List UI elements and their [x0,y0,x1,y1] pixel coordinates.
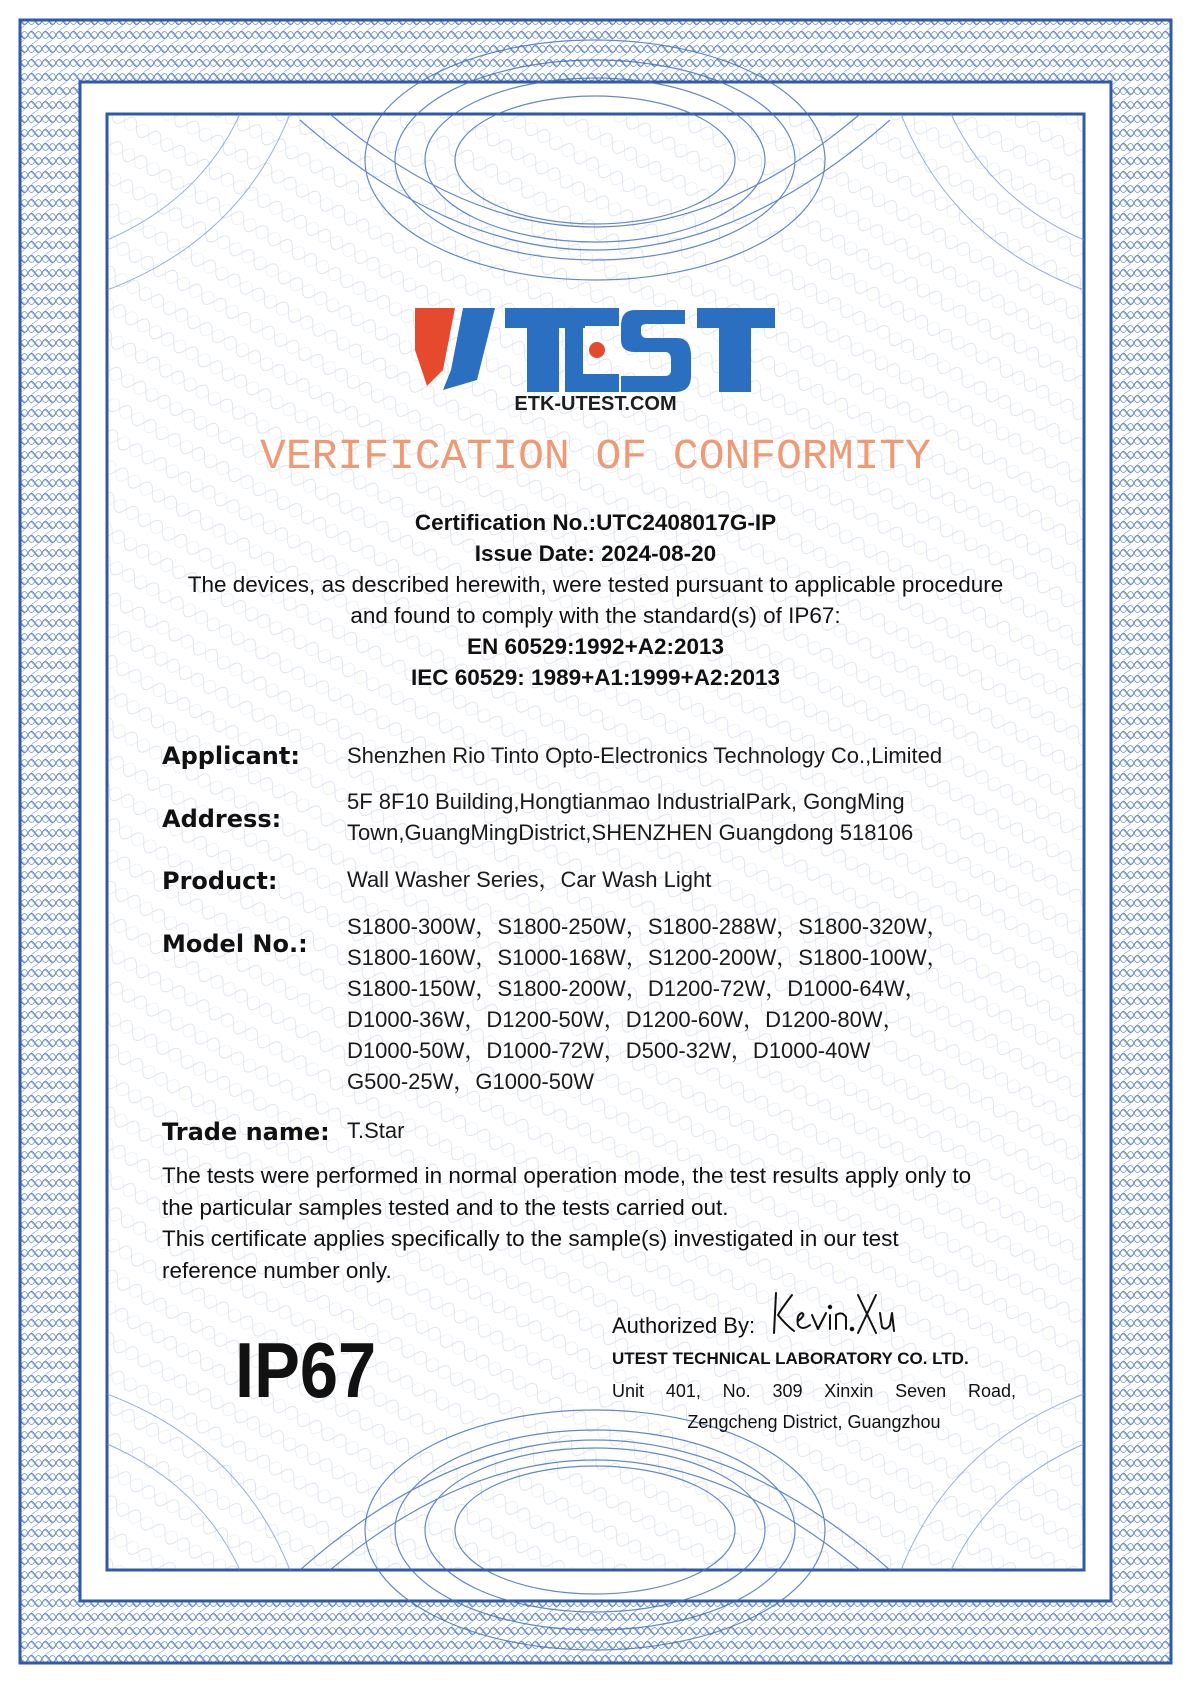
document-title: VERIFICATION OF CONFORMITY [260,432,931,481]
certification-number: Certification No.:UTC2408017G-IP [414,510,777,535]
statement-line: The devices, as described herewith, were tested pursuant to applicable procedure [187,572,1004,597]
certificate-header [140,507,1051,693]
product-value: Wall Washer Series，Car Wash Light [347,867,712,892]
standard-iec: IEC 60529: 1989+A1:1999+A2:2013 [410,665,781,690]
address-line: 5F 8F10 Building,Hongtianmao IndustrialPark, GongMing [347,789,905,814]
trade-name-value: T.Star [347,1118,405,1143]
issue-date: Issue Date: 2024-08-20 [474,541,717,566]
product-label: Product: [162,867,278,895]
ip-rating-mark: IP67 [235,1326,377,1414]
model-line: S1800-160W，S1000-168W，S1200-200W，S1800-100W， [347,945,949,970]
applicant-value: Shenzhen Rio Tinto Opto-Electronics Technology Co.,Limited [347,743,943,768]
note-line: The tests were performed in normal operation mode, the test results apply only to [162,1163,972,1188]
lab-name: UTEST TECHNICAL LABORATORY CO. LTD. [612,1349,969,1368]
applicant-label: Applicant: [162,742,300,770]
address-value [347,786,913,848]
signature [770,1285,900,1345]
model-line: D1000-50W，D1000-72W，D500-32W，D1000-40W [347,1038,871,1063]
statement-line: and found to comply with the standard(s) of IP67: [350,603,841,628]
model-line: D1000-36W，D1200-50W，D1200-60W，D1200-80W， [347,1007,905,1032]
brand-website: ETK-UTEST.COM [514,393,677,415]
model-line: G500-25W，G1000-50W [347,1069,594,1094]
note-line: reference number only. [162,1257,392,1283]
address-label: Address: [162,805,282,833]
model-line: S1800-300W，S1800-250W，S1800-288W，S1800-320W， [347,914,949,939]
address-line: Town,GuangMingDistrict,SHENZHEN Guangdong 518106 [347,820,914,845]
standard-en: EN 60529:1992+A2:2013 [466,634,725,659]
trade-name-label: Trade name: [162,1118,330,1146]
lab-address-line: Unit 401, No. 309 Xinxin Seven Road, [612,1381,1016,1401]
model-list [347,911,949,1097]
certificate-notes [162,1160,1042,1286]
authorized-by-label: Authorized By: [612,1313,756,1338]
model-label: Model No.: [162,930,308,958]
note-line: the particular samples tested and to the tests carried out. [162,1194,729,1220]
model-line: S1800-150W，S1800-200W，D1200-72W，D1000-64W， [347,976,927,1001]
note-line: This certificate applies specifically to the sample(s) investigated in our test [162,1226,899,1251]
lab-address-line: Zengcheng District, Guangzhou [687,1412,941,1432]
utest-logo [415,300,775,400]
